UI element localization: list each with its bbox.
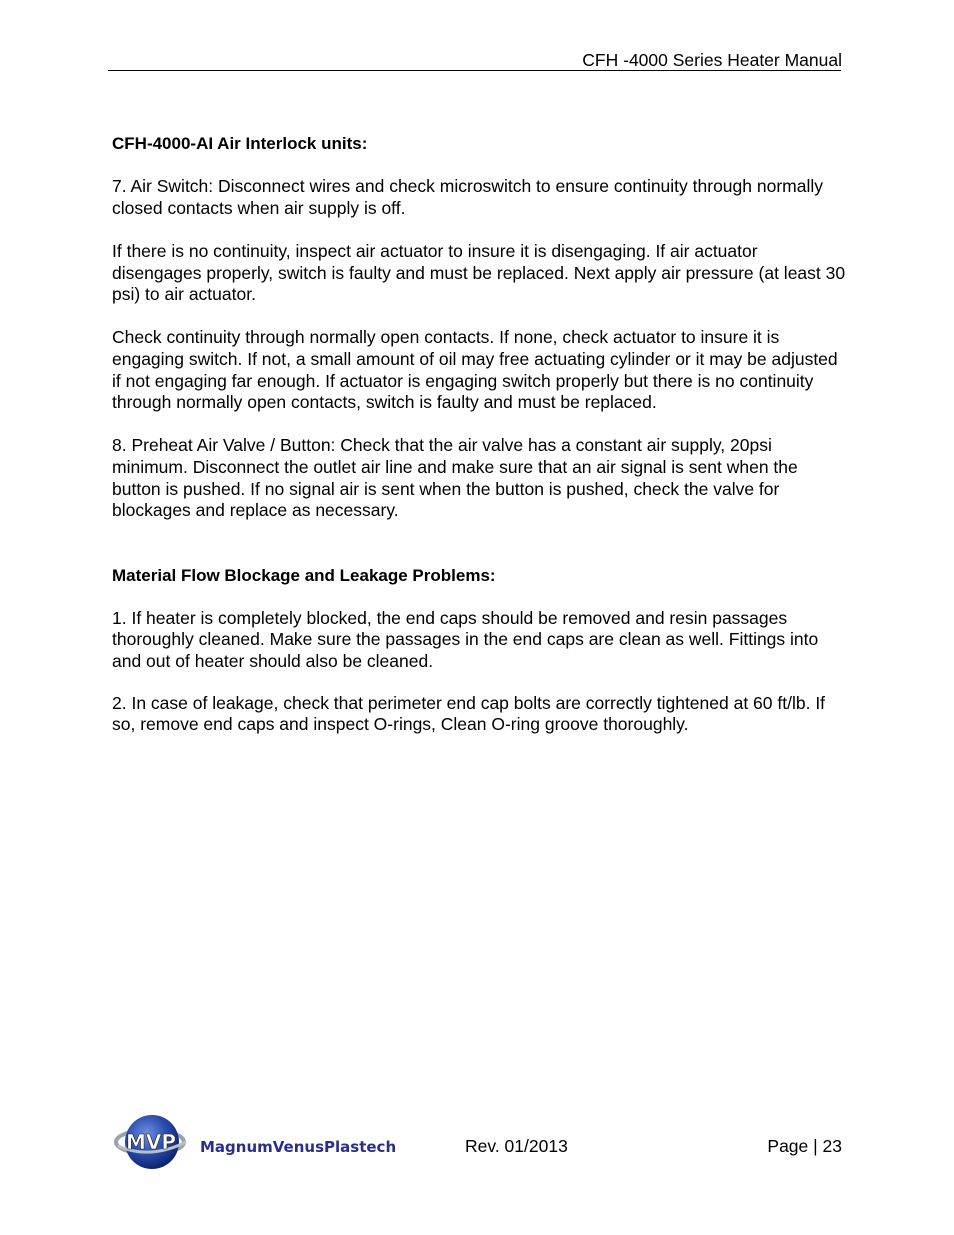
paragraph-no-continuity: If there is no continuity, inspect air actuator to insure it is disengaging. If air actuator disengages properly, switch is faulty and must be replaced. Next apply air pressure (at least 30 psi) to air actuator. — [112, 240, 846, 305]
page-body — [112, 133, 847, 736]
logo-text: MagnumVenusPlastech — [200, 1138, 397, 1156]
header-rule — [108, 70, 841, 71]
revision-label: Rev. 01/2013 — [465, 1136, 568, 1156]
paragraph-check-continuity: Check continuity through normally open contacts. If none, check actuator to insure it is engaging switch. If not, a small amount of oil may free actuating cylinder or it may be adjusted if not engaging far enough. If actuator is engaging switch properly but there is no continuity through normally open contacts, switch is faulty and must be replaced. — [112, 327, 838, 413]
paragraph-air-switch: 7. Air Switch: Disconnect wires and check microswitch to ensure continuity through normally closed contacts when air supply is off. — [112, 176, 823, 218]
section-heading-air-interlock: CFH-4000-AI Air Interlock units: — [112, 134, 368, 153]
paragraph-preheat-air-valve: 8. Preheat Air Valve / Button: Check that the air valve has a constant air supply, 20psi minimum. Disconnect the outlet air line and make sure that an air signal is sent when the button is pushed. If no signal air is sent when the button is pushed, check the valve for blockages and replace as necessary. — [112, 435, 798, 521]
paragraph-heater-blocked: 1. If heater is completely blocked, the end caps should be removed and resin passages thoroughly cleaned. Make sure the passages in the end caps are clean as well. Fittings into and out of heater should also be cleaned. — [112, 607, 819, 672]
section-heading-material-flow: Material Flow Blockage and Leakage Problems: — [112, 565, 496, 585]
page-number: Page | 23 — [767, 1136, 842, 1156]
paragraph-leakage: 2. In case of leakage, check that perimeter end cap bolts are correctly tightened at 60 ft/lb. If so, remove end caps and inspect O-rings, Clean O-ring groove thoroughly. — [112, 692, 826, 735]
company-logo — [114, 1112, 414, 1176]
logo-mark: MVP — [125, 1130, 177, 1154]
header-title: CFH -4000 Series Heater Manual — [582, 50, 842, 70]
